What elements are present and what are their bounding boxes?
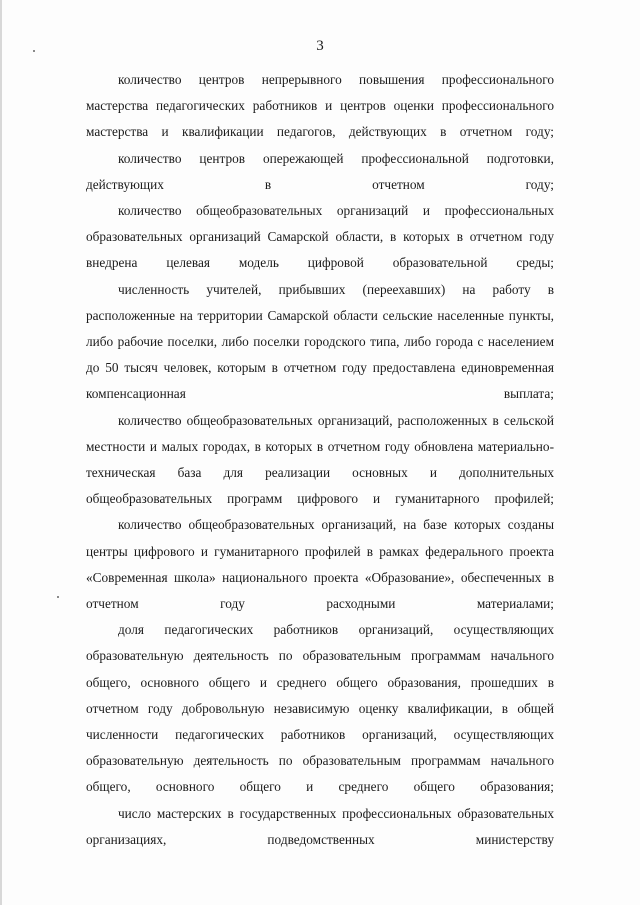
scan-edge-line	[0, 0, 2, 905]
scan-speck	[57, 596, 59, 598]
paragraph-workshops-count: число мастерских в государственных профессиональных образовательных организациях, подведомственных министерству	[86, 805, 554, 847]
paragraph-digital-environment-model: количество общеобразовательных организаций и профессиональных образовательных организаций Самарской области, в которых в отчетном году внедрена целевая модель цифровой образовательной среды;	[86, 203, 554, 271]
paragraph-centers-professional-mastery: количество центров непрерывного повышения профессионального мастерства педагогических работников и центров оценки профессионального мастерства и квалификации педагогов, действующих в отчетном году;	[86, 72, 554, 140]
paragraph-teacher-qualification-share: доля педагогических работников организаций, осуществляющих образовательную деятельность по образовательным программам начального общего, основного общего и среднего общего образования, прошедших в отчетном году добровольную независимую оценку квалификации, в общей численности педагогических работников организаций, осуществляющих образовательную деятельность по образовательным программам начального общего, основного общего и среднего общего образования;	[86, 622, 554, 795]
document-body	[86, 67, 554, 853]
paragraph-advanced-training-centers: количество центров опережающей профессиональной подготовки, действующих в отчетном году;	[86, 150, 554, 192]
paragraph-rural-schools-material-base: количество общеобразовательных организаций, расположенных в сельской местности и малых городах, в которых в отчетном году обновлена материально-техническая база для реализации основных и дополнительных общеобразовательных программ цифрового и гуманитарного профилей;	[86, 412, 554, 507]
paragraph-teacher-compensation: численность учителей, прибывших (переехавших) на работу в расположенные на территории Самарской области сельские населенные пункты, либо рабочие поселки, либо поселки городского типа, либо города с населением до 50 тысяч человек, которым в отчетном году предоставлена единовременная компенсационная выплата;	[86, 281, 554, 402]
paragraph-digital-humanitarian-centers: количество общеобразовательных организаций, на базе которых созданы центры цифрового и гуманитарного профилей в рамках федерального проекта «Современная школа» национального проекта «Образование», обеспеченных в отчетном году расходными материалами;	[86, 517, 554, 612]
page-number: 3	[316, 38, 324, 54]
